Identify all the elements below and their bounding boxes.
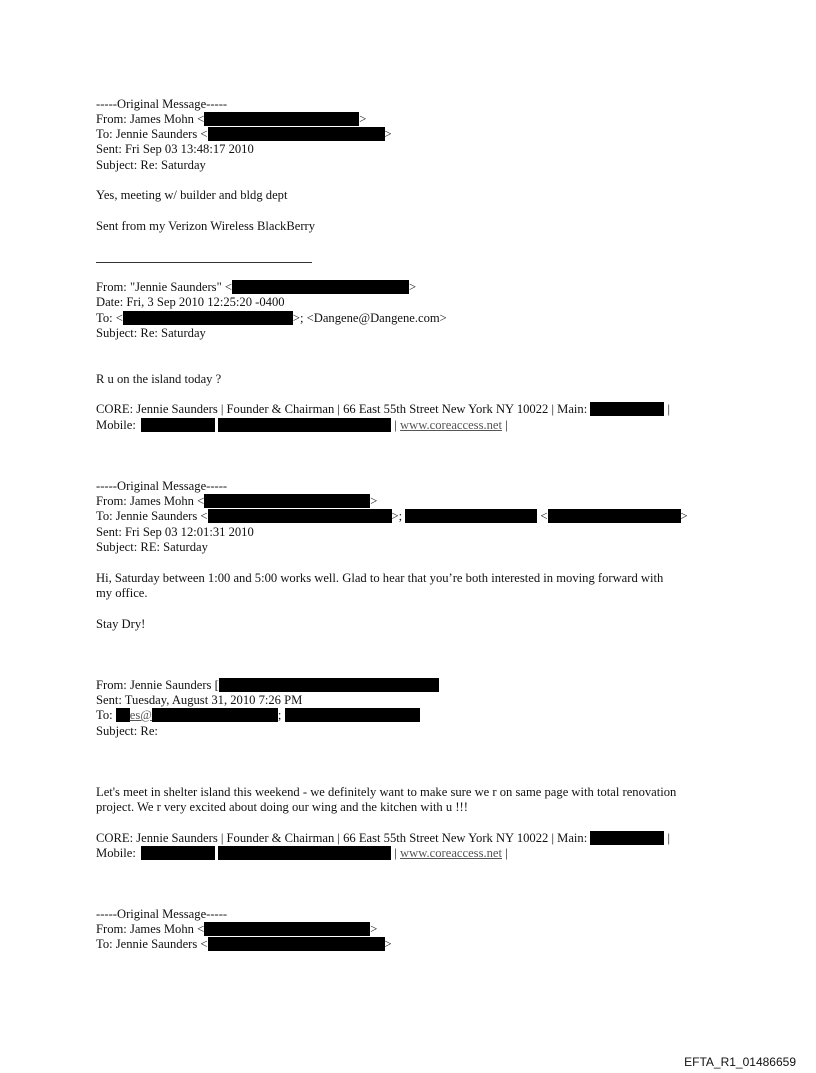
- sent-line: Sent: Tuesday, August 31, 2010 7:26 PM: [96, 693, 303, 707]
- separator-rule: [96, 262, 312, 263]
- body-text: Yes, meeting w/ builder and bldg dept: [96, 188, 288, 202]
- body-text: project. We r very excited about doing our wing and the kitchen with u !!!: [96, 800, 468, 814]
- mobile-line: Mobile: | www.coreaccess.net |: [96, 418, 508, 432]
- redaction: [116, 708, 130, 722]
- subject-line: Subject: RE: Saturday: [96, 540, 208, 554]
- redaction: [208, 509, 392, 523]
- original-message-header: -----Original Message-----: [96, 907, 228, 921]
- signature-line: CORE: Jennie Saunders | Founder & Chairman | 66 East 55th Street New York NY 10022 | Main: |: [96, 831, 671, 845]
- subject-line: Subject: Re:: [96, 724, 158, 738]
- bates-number: EFTA_R1_01486659: [684, 1055, 796, 1069]
- redaction: [218, 846, 391, 860]
- redaction: [204, 922, 370, 936]
- to-line: To: es@ ;: [96, 708, 420, 723]
- signature-line: CORE: Jennie Saunders | Founder & Chairman | 66 East 55th Street New York NY 10022 | Main: |: [96, 402, 671, 416]
- redaction: [204, 112, 359, 126]
- body-text: Let's meet in shelter island this weekend - we definitely want to make sure we r on same page with total renovation: [96, 785, 677, 799]
- redaction: [590, 831, 664, 845]
- redaction: [141, 846, 215, 860]
- subject-line: Subject: Re: Saturday: [96, 158, 206, 172]
- sent-line: Sent: Fri Sep 03 13:48:17 2010: [96, 142, 254, 156]
- to-line: To: Jennie Saunders < >: [96, 127, 392, 141]
- signature-line: Sent from my Verizon Wireless BlackBerry: [96, 219, 316, 233]
- closing-text: Stay Dry!: [96, 617, 146, 631]
- website-link[interactable]: www.coreaccess.net: [400, 418, 503, 432]
- redaction: [123, 311, 293, 325]
- date-line: Date: Fri, 3 Sep 2010 12:25:20 -0400: [96, 295, 285, 309]
- sent-line: Sent: Fri Sep 03 12:01:31 2010: [96, 525, 254, 539]
- from-line: From: James Mohn < >: [96, 922, 378, 936]
- to-line: To: Jennie Saunders < >: [96, 937, 392, 951]
- original-message-header: -----Original Message-----: [96, 97, 228, 111]
- redaction: [285, 708, 420, 722]
- subject-line: Subject: Re: Saturday: [96, 326, 206, 340]
- redaction: [548, 509, 681, 523]
- from-line: From: James Mohn < >: [96, 112, 367, 126]
- website-link[interactable]: www.coreaccess.net: [400, 846, 503, 860]
- redaction: [208, 127, 385, 141]
- from-line: From: James Mohn < >: [96, 494, 378, 508]
- redaction: [218, 418, 391, 432]
- to-line: To: < >; <Dangene@Dangene.com>: [96, 311, 447, 325]
- body-text: Hi, Saturday between 1:00 and 5:00 works well. Glad to hear that you’re both interested in moving forward with: [96, 571, 664, 585]
- redaction: [141, 418, 215, 432]
- from-line: From: Jennie Saunders [: [96, 678, 439, 693]
- to-line: To: Jennie Saunders < >; < >: [96, 509, 688, 523]
- original-message-header: -----Original Message-----: [96, 479, 228, 493]
- from-line: From: "Jennie Saunders" < >: [96, 280, 417, 294]
- body-text: R u on the island today ?: [96, 372, 222, 386]
- redaction: [204, 494, 370, 508]
- redaction: [152, 708, 278, 722]
- redaction: [219, 678, 439, 692]
- redaction: [405, 509, 537, 523]
- redaction: [232, 280, 409, 294]
- mobile-line: Mobile: | www.coreaccess.net |: [96, 846, 508, 860]
- redaction: [208, 937, 385, 951]
- body-text: my office.: [96, 586, 148, 600]
- redaction: [590, 402, 664, 416]
